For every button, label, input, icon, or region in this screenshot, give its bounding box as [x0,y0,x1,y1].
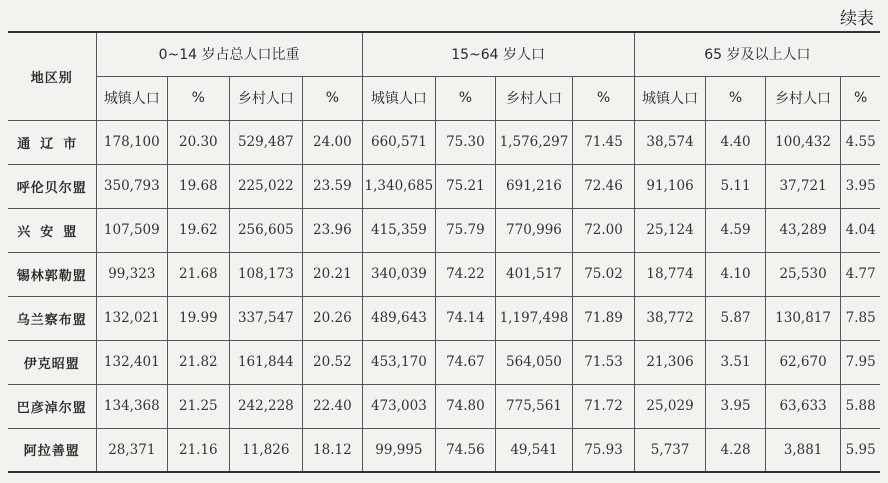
table-row [8,164,880,208]
value-cell: 19.99 [168,296,229,340]
value-cell: 4.10 [706,252,765,296]
sub-header-cell: % [168,76,229,120]
table-row [8,252,880,296]
table-row [8,340,880,384]
value-cell: 178,100 [96,120,168,164]
value-cell: 28,371 [96,428,168,472]
value-cell: 18,774 [634,252,706,296]
region-header: 地区别 [8,32,96,120]
value-cell: 225,022 [229,164,303,208]
value-cell: 25,530 [765,252,841,296]
value-cell: 20.30 [168,120,229,164]
group-header-15-64: 15~64 岁人口 [362,32,634,76]
value-cell: 25,124 [634,208,706,252]
value-cell: 350,793 [96,164,168,208]
value-cell: 19.68 [168,164,229,208]
value-cell: 100,432 [765,120,841,164]
value-cell: 21.25 [168,384,229,428]
value-cell: 3.95 [706,384,765,428]
region-cell: 巴彦淖尔盟 [8,384,96,428]
value-cell: 107,509 [96,208,168,252]
value-cell: 4.04 [841,208,880,252]
value-cell: 71.45 [573,120,634,164]
region-cell: 通辽市 [8,120,96,164]
value-cell: 21.68 [168,252,229,296]
value-cell: 130,817 [765,296,841,340]
value-cell: 71.72 [573,384,634,428]
table-row [8,384,880,428]
table-row [8,428,880,472]
value-cell: 4.40 [706,120,765,164]
sub-header-cell: % [841,76,880,120]
table-body [8,120,880,472]
value-cell: 63,633 [765,384,841,428]
value-cell: 5.88 [841,384,880,428]
value-cell: 25,029 [634,384,706,428]
value-cell: 4.28 [706,428,765,472]
value-cell: 18.12 [303,428,362,472]
value-cell: 161,844 [229,340,303,384]
sub-header-cell: % [303,76,362,120]
table-row [8,296,880,340]
value-cell: 24.00 [303,120,362,164]
table-row [8,120,880,164]
value-cell: 20.52 [303,340,362,384]
region-cell: 阿拉善盟 [8,428,96,472]
region-cell: 乌兰察布盟 [8,296,96,340]
value-cell: 5.87 [706,296,765,340]
sub-header-cell: 乡村人口 [765,76,841,120]
value-cell: 3.95 [841,164,880,208]
value-cell: 74.67 [436,340,495,384]
group-header-65-plus: 65 岁及以上人口 [634,32,880,76]
sub-header-cell: 乡村人口 [229,76,303,120]
population-table [8,31,880,473]
value-cell: 21,306 [634,340,706,384]
value-cell: 770,996 [495,208,573,252]
region-cell: 锡林郭勒盟 [8,252,96,296]
value-cell: 75.21 [436,164,495,208]
value-cell: 691,216 [495,164,573,208]
value-cell: 99,323 [96,252,168,296]
value-cell: 5,737 [634,428,706,472]
value-cell: 49,541 [495,428,573,472]
value-cell: 473,003 [362,384,436,428]
group-header-row [8,32,880,76]
value-cell: 256,605 [229,208,303,252]
region-cell: 呼伦贝尔盟 [8,164,96,208]
value-cell: 242,228 [229,384,303,428]
value-cell: 1,197,498 [495,296,573,340]
group-header-0-14: 0~14 岁占总人口比重 [96,32,362,76]
value-cell: 1,576,297 [495,120,573,164]
value-cell: 775,561 [495,384,573,428]
value-cell: 43,289 [765,208,841,252]
value-cell: 415,359 [362,208,436,252]
value-cell: 11,826 [229,428,303,472]
value-cell: 91,106 [634,164,706,208]
value-cell: 19.62 [168,208,229,252]
value-cell: 74.80 [436,384,495,428]
value-cell: 99,995 [362,428,436,472]
sub-header-cell: 城镇人口 [634,76,706,120]
sub-header-cell: % [573,76,634,120]
region-cell: 兴安盟 [8,208,96,252]
value-cell: 340,039 [362,252,436,296]
value-cell: 5.11 [706,164,765,208]
value-cell: 75.30 [436,120,495,164]
value-cell: 74.22 [436,252,495,296]
value-cell: 489,643 [362,296,436,340]
value-cell: 134,368 [96,384,168,428]
value-cell: 453,170 [362,340,436,384]
value-cell: 3,881 [765,428,841,472]
value-cell: 75.93 [573,428,634,472]
value-cell: 4.55 [841,120,880,164]
value-cell: 72.00 [573,208,634,252]
sub-header-cell: 乡村人口 [495,76,573,120]
sub-header-cell: 城镇人口 [96,76,168,120]
value-cell: 21.82 [168,340,229,384]
value-cell: 1,340,685 [362,164,436,208]
value-cell: 38,574 [634,120,706,164]
value-cell: 337,547 [229,296,303,340]
value-cell: 7.85 [841,296,880,340]
sub-header-cell: 城镇人口 [362,76,436,120]
value-cell: 20.21 [303,252,362,296]
value-cell: 22.40 [303,384,362,428]
value-cell: 4.77 [841,252,880,296]
value-cell: 660,571 [362,120,436,164]
value-cell: 74.56 [436,428,495,472]
value-cell: 23.96 [303,208,362,252]
value-cell: 529,487 [229,120,303,164]
value-cell: 21.16 [168,428,229,472]
value-cell: 20.26 [303,296,362,340]
value-cell: 7.95 [841,340,880,384]
value-cell: 72.46 [573,164,634,208]
value-cell: 132,401 [96,340,168,384]
value-cell: 108,173 [229,252,303,296]
value-cell: 23.59 [303,164,362,208]
value-cell: 74.14 [436,296,495,340]
value-cell: 401,517 [495,252,573,296]
table-row [8,208,880,252]
value-cell: 38,772 [634,296,706,340]
value-cell: 75.02 [573,252,634,296]
value-cell: 62,670 [765,340,841,384]
value-cell: 75.79 [436,208,495,252]
sub-header-cell: % [706,76,765,120]
sub-header-row [8,76,880,120]
value-cell: 4.59 [706,208,765,252]
value-cell: 5.95 [841,428,880,472]
value-cell: 37,721 [765,164,841,208]
region-cell: 伊克昭盟 [8,340,96,384]
value-cell: 564,050 [495,340,573,384]
value-cell: 132,021 [96,296,168,340]
continued-table-caption: 续表 [840,9,874,29]
sub-header-cell: % [436,76,495,120]
value-cell: 71.53 [573,340,634,384]
value-cell: 71.89 [573,296,634,340]
value-cell: 3.51 [706,340,765,384]
